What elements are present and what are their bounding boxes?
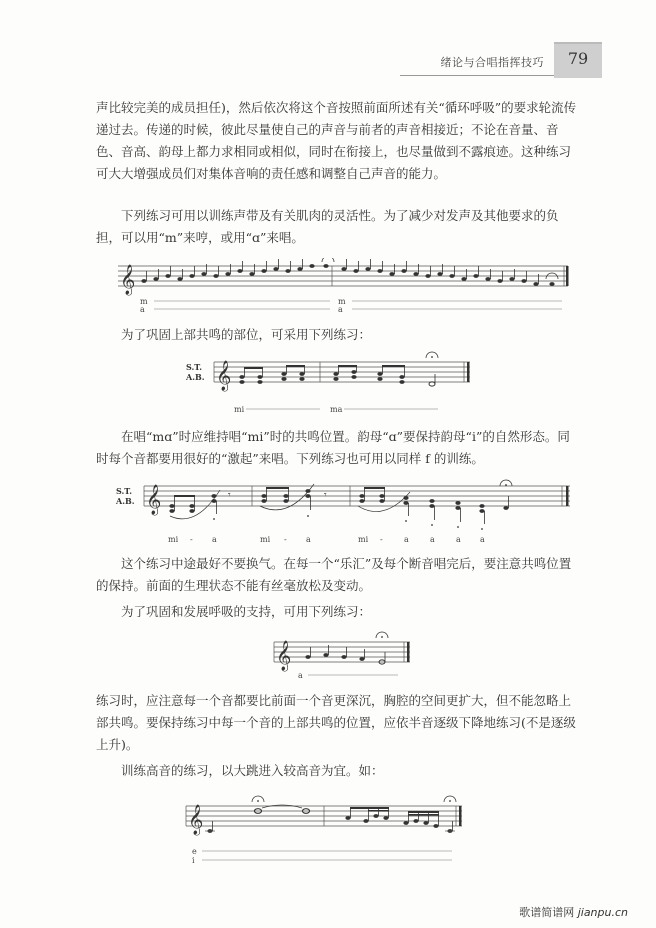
- score3-lyric-2: -: [190, 535, 193, 544]
- score5-lyric-i: i: [192, 856, 195, 865]
- score2-part-st: S.T.: [186, 362, 202, 372]
- watermark-en: jianpu.cn: [577, 906, 628, 919]
- score3-lyric-3: a: [212, 535, 217, 544]
- score3-lyric-12: a: [480, 535, 485, 544]
- score2-lyric-mi: mi: [234, 405, 245, 414]
- score3-lyric-8: -: [380, 535, 383, 544]
- score3-part-st: S.T.: [116, 486, 132, 496]
- score2-lyric-ma: ma: [330, 405, 343, 414]
- score1-lyric-m-2: m: [338, 297, 346, 306]
- score5-lyric-e: e: [192, 847, 197, 856]
- watermark-cn: 歌谱简谱网: [519, 906, 575, 919]
- score-vocalise-exercise: [100, 258, 580, 318]
- paragraph-7: 练习时，应注意每一个音都要比前面一个音更深沉，胸腔的空间更扩大，但不能忽略上部共鸣。要保持练习中每一个音的上部共鸣的位置，应依半音逐级下降地练习(不是逐级上升)。: [96, 693, 576, 752]
- paragraph-4: 在唱“mɑ”时应维持唱“mi”时的共鸣位置。韵母“ɑ”要保持韵母“i”的自然形态。同时每个音都要用很好的“激起”来唱。下列练习也可用以同样 f 的训练。: [96, 429, 570, 466]
- score3-lyric-11: a: [456, 535, 461, 544]
- paragraph-2: 下列练习可用以训练声带及有关肌肉的灵活性。为了减少对发声及其他要求的负担，可以用“m”来哼，或用“ɑ”来唱。: [96, 208, 559, 245]
- svg-text:𝄾: 𝄾: [324, 490, 327, 501]
- score3-lyric-6: a: [306, 535, 311, 544]
- score3-lyric-10: a: [430, 535, 435, 544]
- svg-text:𝄾: 𝄾: [228, 490, 231, 501]
- page-number: 79: [567, 49, 589, 68]
- page-number-box: [554, 42, 602, 78]
- score1-lyric-a-1: a: [140, 305, 145, 314]
- page-header: [0, 42, 656, 82]
- score-staccato-exercise: [110, 476, 580, 546]
- svg-text:𝄞: 𝄞: [188, 805, 204, 835]
- score-upper-resonance-exercise: [180, 350, 480, 416]
- score-high-note-exercise: [180, 782, 470, 866]
- paragraph-6: 为了巩固和发展呼吸的支持，可用下列练习：: [121, 604, 372, 619]
- score-breath-support-exercise: [268, 628, 418, 684]
- score4-lyric-a: a: [298, 671, 303, 680]
- score1-lyric-a-2: a: [338, 305, 343, 314]
- score3-lyric-5: -: [284, 535, 287, 544]
- paragraph-8: 训练高音的练习，以大跳进入较高音为宜。如：: [121, 763, 384, 778]
- score2-part-ab: A.B.: [186, 372, 205, 382]
- paragraph-1: 声比较完美的成员担任)，然后依次将这个音按照前面所述有关“循环呼吸”的要求轮流传递过去。传递的时候，彼此尽量使自己的声音与前者的声音相接近；不论在音量、音色、音高、韵母上都力求相同或相似，同时在衔接上，也尽量做到不露痕迹。这种练习可大大增强成员们对集体音响的责任感和调整自己声音的能力。: [96, 100, 577, 181]
- score3-lyric-9: a: [404, 535, 409, 544]
- paragraph-3: 为了巩固上部共鸣的部位，可采用下列练习：: [121, 327, 372, 342]
- svg-text:𝄞: 𝄞: [216, 361, 232, 391]
- svg-text:𝄞: 𝄞: [146, 485, 162, 515]
- paragraph-5: 这个练习中途最好不要换气。在每一个“乐汇”及每个断音唱完后，要注意共鸣位置的保持。前面的生理状态不能有丝毫放松及变动。: [96, 556, 572, 593]
- header-rule: [400, 75, 554, 76]
- score3-part-ab: A.B.: [116, 496, 135, 506]
- running-title: 绪论与合唱指挥技巧: [440, 56, 544, 69]
- site-watermark: [519, 904, 628, 920]
- svg-text:𝄞: 𝄞: [276, 641, 292, 671]
- svg-text:𝄞: 𝄞: [120, 265, 136, 295]
- score3-lyric-4: mi: [260, 535, 271, 544]
- score3-lyric-1: mi: [168, 535, 179, 544]
- score3-lyric-7: mi: [358, 535, 369, 544]
- score1-lyric-m-1: m: [140, 297, 148, 306]
